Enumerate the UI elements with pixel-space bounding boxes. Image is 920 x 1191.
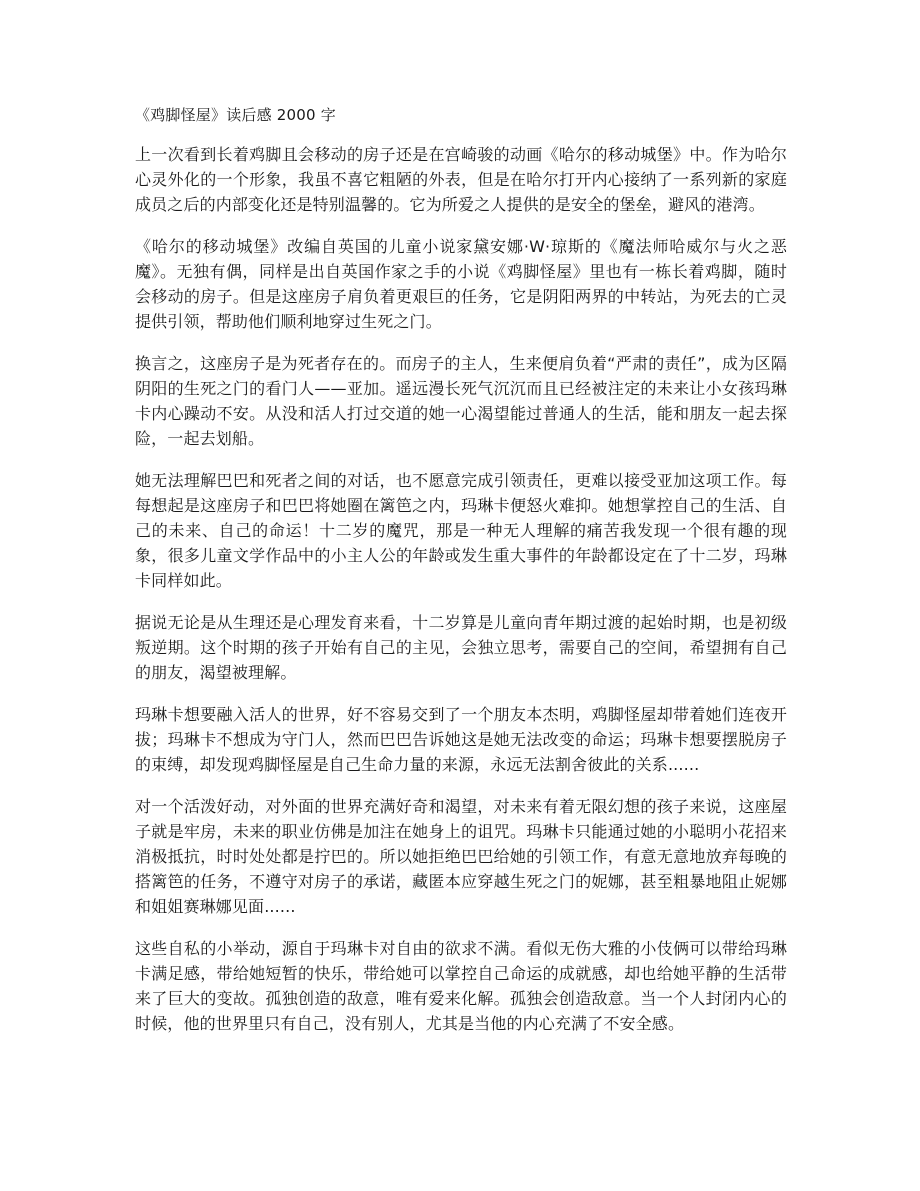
paragraph: 《哈尔的移动城堡》改编自英国的儿童小说家黛安娜·W·琼斯的《魔法师哈威尔与火之恶魔》。无独有偶，同样是出自英国作家之手的小说《鸡脚怪屋》里也有一栋长着鸡脚，随时会移动的房子。但是这座房子肩负着更艰巨的任务，它是阴阳两界的中转站，为死去的亡灵提供引领，帮助他们顺利地穿过生死之门。 — [135, 237, 787, 331]
paragraph: 这些自私的小举动，源自于玛琳卡对自由的欲求不满。看似无伤大雅的小伎俩可以带给玛琳卡满足感，带给她短暂的快乐，带给她可以掌控自己命运的成就感，却也给她平静的生活带来了巨大的变故。孤独创造的敌意，唯有爱来化解。孤独会创造敌意。当一个人封闭内心的时候，他的世界里只有自己，没有别人，尤其是当他的内心充满了不安全感。 — [135, 939, 787, 1033]
paragraph: 对一个活泼好动，对外面的世界充满好奇和渴望，对未来有着无限幻想的孩子来说，这座屋子就是牢房，未来的职业仿佛是加注在她身上的诅咒。玛琳卡只能通过她的小聪明小花招来消极抵抗，时时处处都是拧巴的。所以她拒绝巴巴给她的引领工作，有意无意地放弃每晚的搭篱笆的任务，不遵守对房子的承诺，藏匿本应穿越生死之门的妮娜，甚至粗暴地阻止妮娜和姐姐赛琳娜见面...... — [135, 797, 787, 916]
document-title: 《鸡脚怪屋》读后感 2000 字 — [135, 106, 336, 124]
document-page — [135, 102, 787, 1053]
paragraph: 据说无论是从生理还是心理发育来看，十二岁算是儿童向青年期过渡的起始时期，也是初级叛逆期。这个时期的孩子开始有自己的主见，会独立思考，需要自己的空间，希望拥有自己的朋友，渴望被理解。 — [135, 613, 787, 682]
paragraph: 玛琳卡想要融入活人的世界，好不容易交到了一个朋友本杰明，鸡脚怪屋却带着她们连夜开拔；玛琳卡不想成为守门人，然而巴巴告诉她这是她无法改变的命运；玛琳卡想要摆脱房子的束缚，却发现鸡脚怪屋是自己生命力量的来源，永远无法割舍彼此的关系...... — [135, 705, 787, 774]
paragraph: 换言之，这座房子是为死者存在的。而房子的主人，生来便肩负着“严肃的责任”，成为区隔阴阳的生死之门的看门人——亚加。遥远漫长死气沉沉而且已经被注定的未来让小女孩玛琳卡内心躁动不安。从没和活人打过交道的她一心渴望能过普通人的生活，能和朋友一起去探险，一起去划船。 — [135, 354, 787, 448]
paragraph: 上一次看到长着鸡脚且会移动的房子还是在宫崎骏的动画《哈尔的移动城堡》中。作为哈尔心灵外化的一个形象，我虽不喜它粗陋的外表，但是在哈尔打开内心接纳了一系列新的家庭成员之后的内部变化还是特别温馨的。它为所爱之人提供的是安全的堡垒，避风的港湾。 — [135, 145, 787, 214]
paragraph: 她无法理解巴巴和死者之间的对话，也不愿意完成引领责任，更难以接受亚加这项工作。每每想起是这座房子和巴巴将她圈在篱笆之内，玛琳卡便怒火难抑。她想掌控自己的生活、自己的未来、自己的命运！十二岁的魔咒，那是一种无人理解的痛苦我发现一个很有趣的现象，很多儿童文学作品中的小主人公的年龄或发生重大事件的年龄都设定在了十二岁，玛琳卡同样如此。 — [135, 471, 787, 590]
